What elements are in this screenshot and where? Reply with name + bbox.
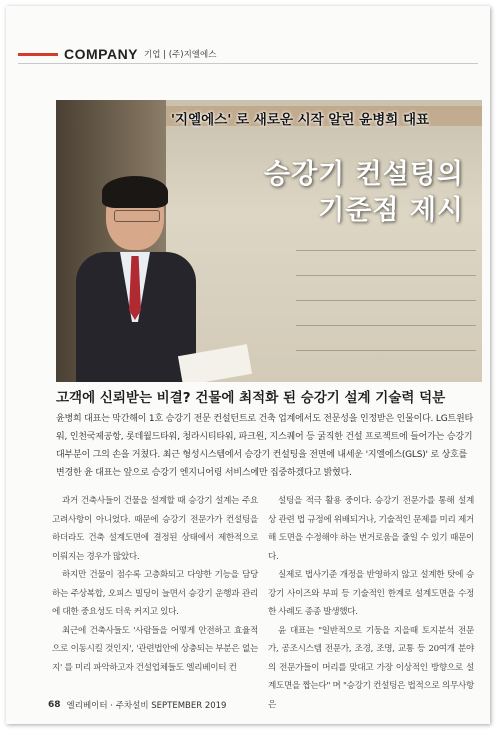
- section-title: COMPANY: [64, 46, 139, 62]
- section-divider: [18, 63, 478, 64]
- body-paragraph: 윤 대표는 "일반적으로 기둥을 지을때 토지분석 전문가, 공조시스템 전문가, 조경, 조명, 교통 등 20여개 분야의 전문가들이 머리를 맞대고 가장 이상적인 방향으로 설계도면을 짭는다" 며 "승강기 컨설팅은 법적으로 의무사항은: [268, 625, 474, 710]
- hero-caption: '지엘에스' 로 새로운 시작 알린 윤병희 대표: [170, 112, 430, 128]
- body-paragraph: 하지만 건물이 점수록 고층화되고 다양한 기능을 담당하는 주상복합, 오피스 빌딩이 늘면서 승강기 운행과 관리에 대한 중요성도 더욱 커지고 있다.: [52, 570, 258, 617]
- body-paragraph: 실제로 법사기준 개정을 반영하지 않고 설계한 탓에 승강기 사이즈와 부피 등 기술적인 한계로 설계도면을 수정한 사례도 종종 발생했다.: [268, 570, 474, 617]
- body-column-right: [268, 492, 474, 714]
- presentation-slide: [166, 100, 482, 382]
- body-paragraph: 과거 건축사들이 건물을 설계할 때 승강기 설계는 주요 고려사항이 아니었다. 때문에 승강기 전문가가 컨설팅을 하더라도 건축 설계도면에 결정된 상태에서 제한적으로 이뤄지는 경우가 많았다.: [52, 496, 258, 562]
- body-paragraph: 설팅을 적극 활용 중이다. 승강기 전문가를 통해 설계 상 관련 법 규정에 위배되거나, 기술적인 문제를 미리 제거해 도면을 수정해야 하는 번거로움을 줄일 수 있기 때문이다.: [268, 496, 474, 562]
- section-header: [18, 44, 490, 64]
- hero-photo: [56, 100, 482, 382]
- article-headline: 고객에 신뢰받는 비결? 건물에 최적화 된 승강기 설계 기술력 덕분: [56, 390, 446, 406]
- body-paragraph: 최근에 건축사들도 '사람들을 어떻게 안전하고 효율적으로 이동시킬 것인지', '관련법안에 상충되는 부분은 없는지' 를 미리 파악하고자 건설업체들도 엘리베이터 컨: [52, 625, 258, 673]
- section-accent-bar: [18, 53, 58, 56]
- article-lead: 윤병희 대표는 막간해이 1호 승강기 전문 컨설턴트로 건축 업계에서도 전문성을 인정받은 인물이다. LG트윈타워, 인천국제공항, 롯데월드타워, 청라시티타워, 파크원, 지스퀘어 등 굵직한 건설 프로젝트에 들어가는 승강기 대부분이 그의 손을 거쳤다. 최근 형성시스템에서 승강기 컨설팅을 전면에 내세운 '지엘에스(GLS)' 로 상호를 변경한 윤 대표는 앞으로 승강기 엔지니어링 서비스에만 집중하겠다고 밝혔다.: [56, 414, 473, 478]
- body-column-left: [52, 492, 258, 677]
- page-footer: [48, 699, 348, 711]
- hero-title-line1: 승강기 컨설팅의: [264, 159, 464, 190]
- speaker-figure: [76, 180, 196, 382]
- page-number: 68: [48, 700, 61, 710]
- magazine-page: [6, 6, 490, 724]
- section-subtitle: 기업 | (주)지엘에스: [144, 50, 217, 60]
- publication-name: 엘리베이터 · 주차설비 SEPTEMBER 2019: [66, 701, 227, 711]
- hero-title-line2: 기준점 제시: [318, 195, 464, 226]
